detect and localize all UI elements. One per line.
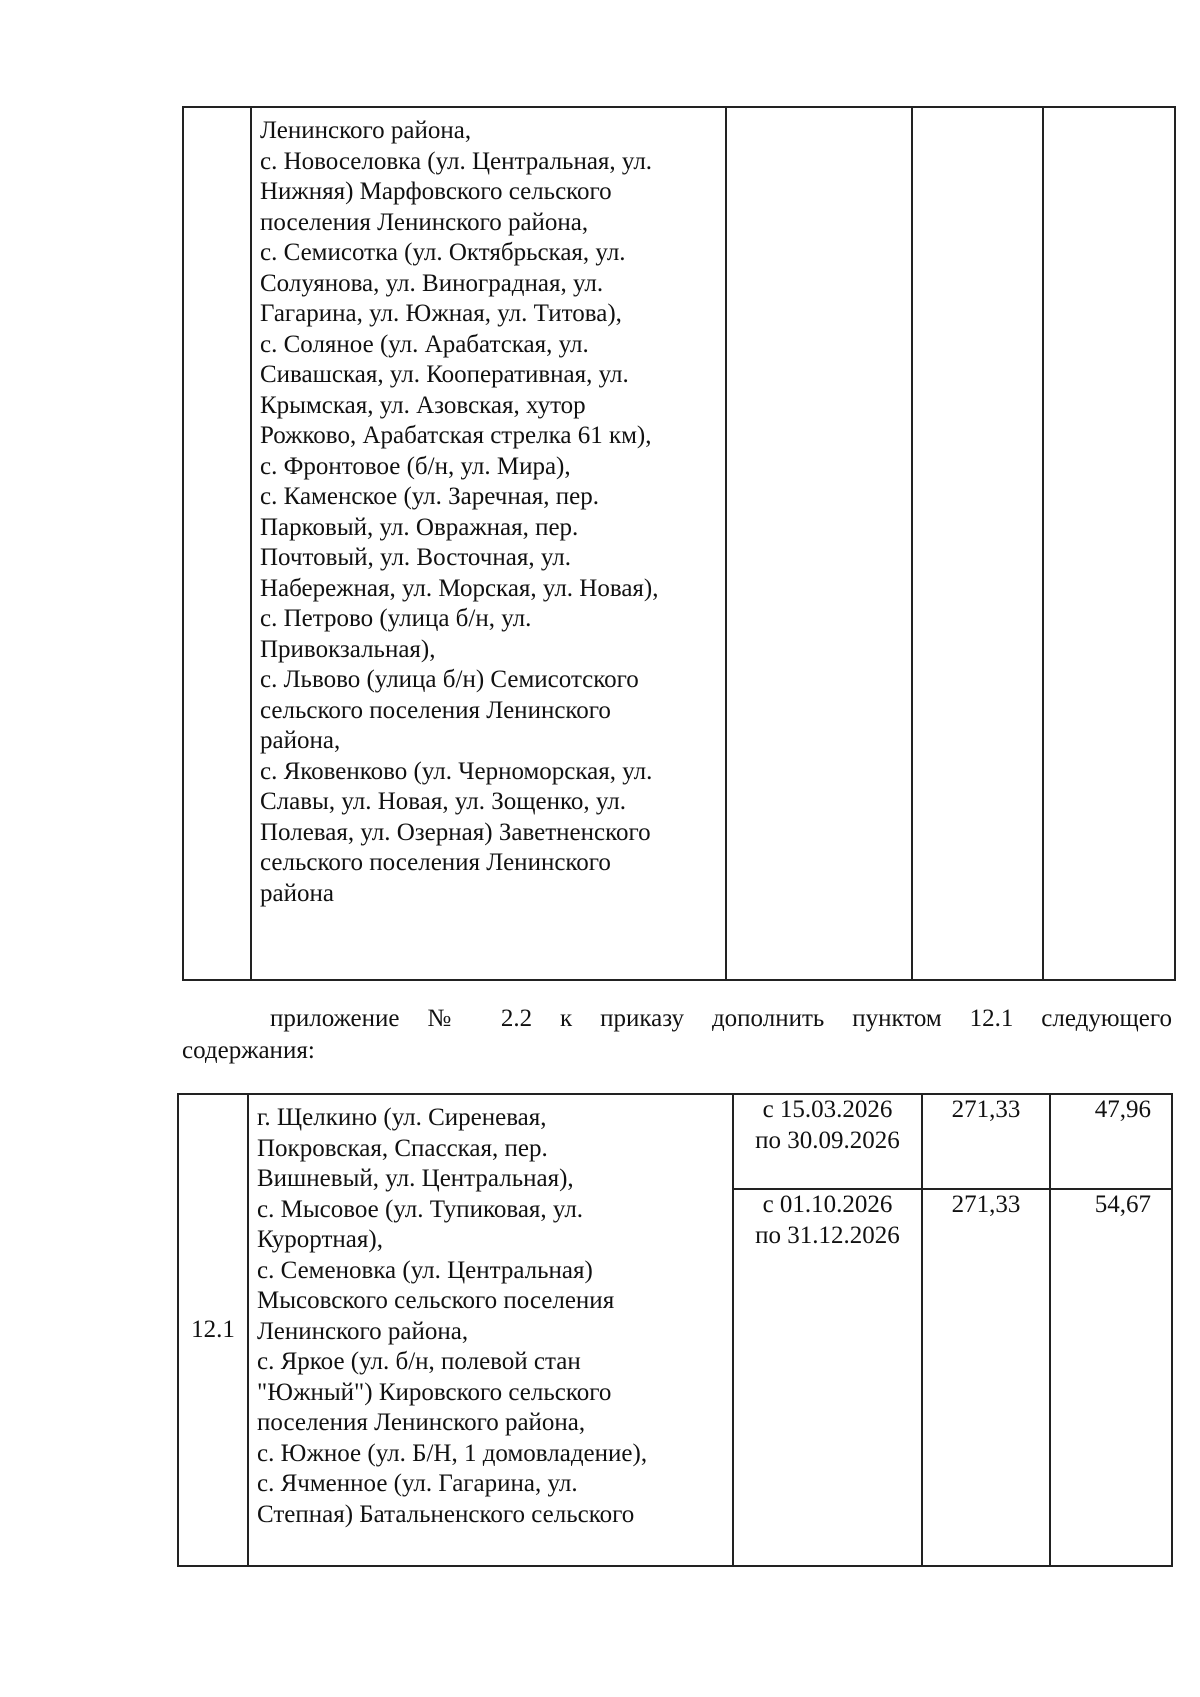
address-line: Гагарина, ул. Южная, ул. Титова), (260, 300, 622, 327)
period-to: по 30.09.2026 (755, 1126, 900, 1154)
address-line: с. Соляное (ул. Арабатская, ул. (260, 330, 589, 358)
period-from: с 15.03.2026 (762, 1096, 893, 1123)
address-line: Набережная, ул. Морская, ул. Новая), (260, 574, 659, 602)
address-line: с. Мысовое (ул. Тупиковая, ул. (257, 1195, 584, 1223)
address-line: Почтовый, ул. Восточная, ул. (260, 544, 571, 571)
address-line: Привокзальная), (260, 635, 436, 663)
table-row (183, 107, 1175, 980)
item-number: 12.1 (178, 1094, 248, 1566)
address-line: поселения Ленинского района, (260, 208, 589, 236)
address-line: с. Семеновка (ул. Центральная) (257, 1256, 593, 1284)
value1-cell (912, 107, 1043, 980)
address-line: с. Новоселовка (ул. Центральная, ул. (260, 147, 653, 175)
address-line: Парковый, ул. Овражная, пер. (260, 513, 579, 541)
period-from: с 01.10.2026 (762, 1191, 893, 1218)
address-line: с. Семисотка (ул. Октябрьская, ул. (260, 239, 626, 266)
address-line: Сивашская, ул. Кооперативная, ул. (260, 361, 629, 388)
address-line: с. Яркое (ул. б/н, полевой стан (257, 1348, 581, 1375)
number-cell (183, 107, 251, 980)
period (734, 1189, 922, 1565)
tariff-row (734, 1189, 1173, 1565)
tariff-value1: 271,33 (922, 1189, 1050, 1565)
address-line: Рожково, Арабатская стрелка 61 км), (260, 422, 652, 449)
address-text (252, 108, 725, 909)
tariff-value1: 271,33 (922, 1095, 1050, 1189)
address-line: г. Щелкино (ул. Сиреневая, (257, 1104, 547, 1131)
tariff-value2: 54,67 (1094, 1191, 1151, 1218)
address-line: с. Каменское (ул. Заречная, пер. (260, 483, 600, 510)
address-line: Ленинского района, (257, 1317, 469, 1345)
address-line: Ленинского района, (260, 117, 472, 144)
tariff-value2: 47,96 (1050, 1095, 1173, 1189)
address-line: с. Львово (улица б/н) Семисотского (260, 666, 639, 693)
paragraph-line: содержания: (182, 1037, 315, 1064)
address-line: Полевая, ул. Озерная) Заветненского (260, 818, 651, 846)
address-line: поселения Ленинского района, (257, 1409, 586, 1436)
address-line: сельского поселения Ленинского (260, 696, 611, 724)
address-line: Покровская, Спасская, пер. (257, 1134, 548, 1162)
address-line: района (260, 879, 334, 907)
address-line: Крымская, ул. Азовская, хутор (260, 391, 586, 419)
address-cell (248, 1094, 733, 1566)
paragraph-line: приложение № 2.2 к приказу дополнить пунктом 12.1 следующего (270, 1005, 1172, 1032)
address-line: Мысовского сельского поселения (257, 1287, 615, 1314)
tariff-row (734, 1095, 1173, 1189)
paragraph (182, 1003, 1172, 1067)
bottom-table (177, 1093, 1173, 1567)
address-cell (251, 107, 726, 980)
table-row (178, 1094, 1172, 1566)
tariff-subtable (734, 1095, 1173, 1565)
period (734, 1095, 922, 1189)
address-line: с. Фронтовое (б/н, ул. Мира), (260, 452, 571, 480)
address-line: с. Ячменное (ул. Гагарина, ул. (257, 1470, 578, 1497)
address-line: "Южный") Кировского сельского (257, 1378, 612, 1406)
address-line: района, (260, 727, 341, 754)
address-line: Степная) Батальненского сельского (257, 1500, 635, 1528)
address-line: Нижняя) Марфовского сельского (260, 178, 612, 205)
tariff-cell (733, 1094, 1172, 1566)
top-table (182, 106, 1176, 981)
period-to: по 31.12.2026 (755, 1221, 900, 1249)
address-line: Солуянова, ул. Виноградная, ул. (260, 269, 604, 297)
address-line: с. Южное (ул. Б/Н, 1 домовладение), (257, 1439, 648, 1467)
value2-cell (1043, 107, 1175, 980)
address-line: с. Петрово (улица б/н, ул. (260, 605, 532, 632)
address-line: сельского поселения Ленинского (260, 849, 611, 876)
address-line: с. Яковенково (ул. Черноморская, ул. (260, 757, 653, 785)
period-cell (726, 107, 912, 980)
address-text (249, 1095, 732, 1530)
address-line: Курортная), (257, 1226, 383, 1253)
address-line: Славы, ул. Новая, ул. Зощенко, ул. (260, 788, 626, 815)
address-line: Вишневый, ул. Центральная), (257, 1165, 574, 1192)
